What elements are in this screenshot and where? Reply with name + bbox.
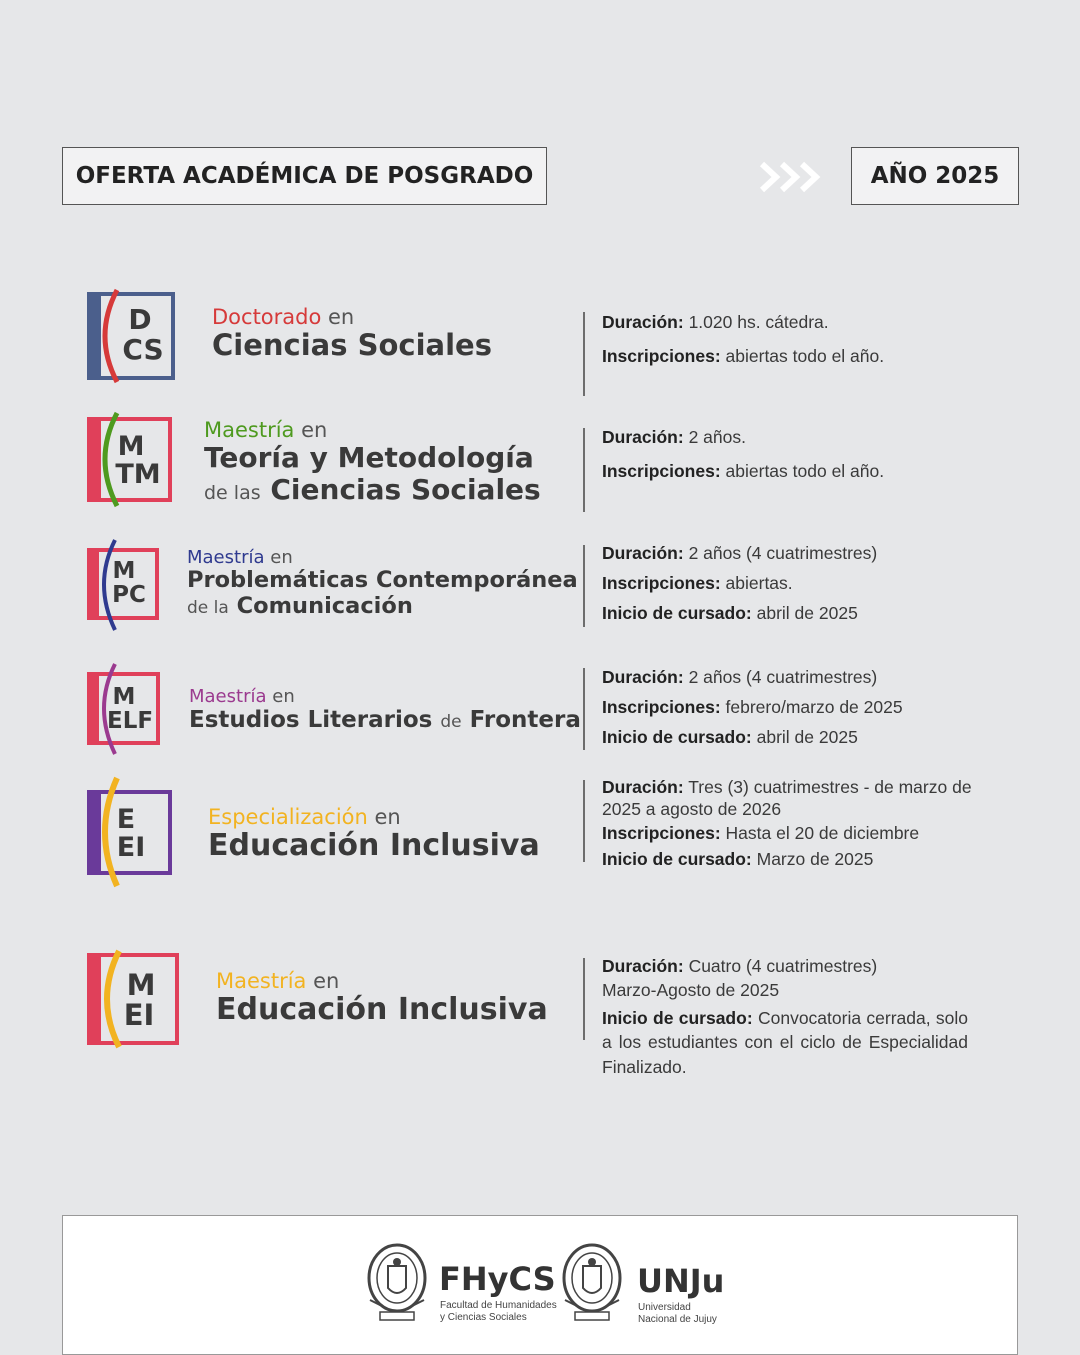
program-kind: Doctorado — [212, 305, 322, 329]
duracion-label: Duración: — [602, 956, 684, 976]
inicio-label: Inicio de cursado: — [602, 1007, 753, 1028]
logo-abbr-2: PC — [112, 582, 146, 608]
program-en: en — [272, 686, 295, 707]
unju-name: UNJu — [637, 1262, 725, 1300]
inicio-value: abril de 2025 — [756, 726, 858, 747]
inscripciones-value: abiertas. — [725, 572, 793, 593]
page-title: OFERTA ACADÉMICA DE POSGRADO — [62, 147, 547, 205]
program-info — [602, 956, 968, 1088]
inscripciones-value: Hasta el 20 de diciembre — [725, 822, 920, 843]
logo-mei — [87, 953, 179, 1045]
duracion-label: Duración: — [602, 543, 684, 563]
duracion-value: Tres (3) cuatrimestres - de marzo de 2025 a agosto de 2026 — [602, 777, 972, 819]
logo-mpc — [87, 548, 159, 620]
logo-abbr-2: CS — [122, 333, 164, 366]
inscripciones-label: Inscripciones: — [602, 572, 721, 593]
inicio-value: Marzo de 2025 — [756, 848, 874, 869]
program-name: Teoría y Metodología — [204, 441, 534, 474]
fhycs-seal-icon — [366, 1242, 428, 1324]
program-title — [204, 418, 541, 506]
inicio-value: abril de 2025 — [756, 602, 858, 623]
program-info — [602, 777, 987, 880]
logo-abbr-1: E — [116, 804, 136, 835]
inicio-label: Inicio de cursado: — [602, 602, 752, 623]
chevrons-right-icon — [758, 160, 824, 194]
duracion-extra: Marzo-Agosto de 2025 — [602, 979, 780, 1000]
program-name: Educación Inclusiva — [208, 828, 540, 863]
program-info — [602, 312, 982, 377]
divider — [583, 428, 585, 512]
logo-abbr-2: ELF — [107, 708, 154, 734]
program-name: Ciencias Sociales — [212, 328, 492, 362]
inicio-label: Inicio de cursado: — [602, 726, 752, 747]
program-name-2: Ciencias Sociales — [270, 473, 541, 507]
logo-eei — [87, 790, 172, 875]
logo-abbr-1: M — [112, 558, 136, 584]
unju-seal-icon — [561, 1242, 623, 1324]
logo-dcs — [87, 292, 175, 380]
duracion-label: Duración: — [602, 312, 684, 332]
inscripciones-value: abiertas todo el año. — [725, 345, 885, 366]
program-en: en — [270, 547, 293, 568]
program-info — [602, 427, 982, 492]
program-title — [208, 805, 540, 864]
fhycs-fullname — [440, 1300, 557, 1323]
inicio-value: Convocatoria cerrada, solo a los estudiantes con el ciclo de Especialidad Finalizado. — [602, 1007, 968, 1077]
duracion-value: 1.020 hs. cátedra. — [688, 312, 829, 332]
divider — [583, 958, 585, 1040]
logo-abbr-2: EI — [123, 998, 155, 1032]
logo-melf — [87, 672, 160, 745]
logo-abbr-1: M — [112, 684, 136, 710]
inscripciones-label: Inscripciones: — [602, 696, 721, 717]
program-name: Problemáticas Contemporánea — [187, 567, 578, 593]
program-en: en — [374, 805, 401, 829]
duracion-label: Duración: — [602, 667, 684, 687]
duracion-value: 2 años (4 cuatrimestres) — [688, 667, 878, 687]
divider — [583, 780, 585, 862]
duracion-label: Duración: — [602, 427, 684, 447]
program-en: en — [313, 969, 340, 993]
inicio-label: Inicio de cursado: — [602, 848, 752, 869]
program-title — [212, 305, 492, 362]
unju-sub-1: Universidad — [638, 1302, 691, 1313]
program-title — [187, 547, 578, 620]
program-kind: Maestría — [216, 969, 307, 993]
inscripciones-value: febrero/marzo de 2025 — [725, 696, 903, 717]
logo-abbr-2: TM — [115, 459, 161, 490]
program-kind: Maestría — [204, 418, 295, 442]
unju-fullname — [638, 1302, 717, 1325]
unju-sub-2: Nacional de Jujuy — [638, 1313, 717, 1325]
inscripciones-label: Inscripciones: — [602, 822, 721, 843]
program-name-b: Frontera — [469, 707, 581, 733]
logo-abbr-2: EI — [116, 832, 146, 863]
program-name: Estudios Literarios — [189, 707, 433, 733]
logo-abbr-1: D — [128, 303, 152, 336]
duracion-value: Cuatro (4 cuatrimestres) — [688, 956, 878, 976]
duracion-value: 2 años (4 cuatrimestres) — [688, 543, 878, 563]
fhycs-sub-2: y Ciencias Sociales — [440, 1311, 527, 1323]
program-kind: Maestría — [187, 547, 265, 568]
program-name: Educación Inclusiva — [216, 992, 548, 1027]
year-label: AÑO 2025 — [851, 147, 1019, 205]
program-info — [602, 667, 982, 758]
program-en: en — [328, 305, 355, 329]
inscripciones-value: abiertas todo el año. — [725, 460, 885, 481]
program-info — [602, 543, 982, 634]
program-title — [216, 969, 548, 1028]
divider — [583, 545, 585, 627]
duracion-value: 2 años. — [688, 427, 746, 447]
program-mid: de — [440, 712, 462, 732]
program-pre: de las — [204, 482, 261, 505]
fhycs-sub-1: Facultad de Humanidades — [440, 1300, 557, 1311]
logo-mtm — [87, 417, 172, 502]
program-kind: Especialización — [208, 805, 368, 829]
logo-abbr-1: M — [126, 968, 156, 1002]
fhycs-name: FHyCS — [439, 1260, 556, 1298]
duracion-label: Duración: — [602, 777, 684, 797]
divider — [583, 312, 585, 396]
divider — [583, 668, 585, 750]
program-pre: de la — [187, 597, 229, 618]
inscripciones-label: Inscripciones: — [602, 460, 721, 481]
footer-logos — [62, 1215, 1018, 1355]
program-title — [189, 686, 581, 733]
program-kind: Maestría — [189, 686, 267, 707]
program-en: en — [301, 418, 328, 442]
logo-abbr-1: M — [117, 431, 145, 462]
program-name-2: Comunicación — [236, 592, 413, 619]
inscripciones-label: Inscripciones: — [602, 345, 721, 366]
